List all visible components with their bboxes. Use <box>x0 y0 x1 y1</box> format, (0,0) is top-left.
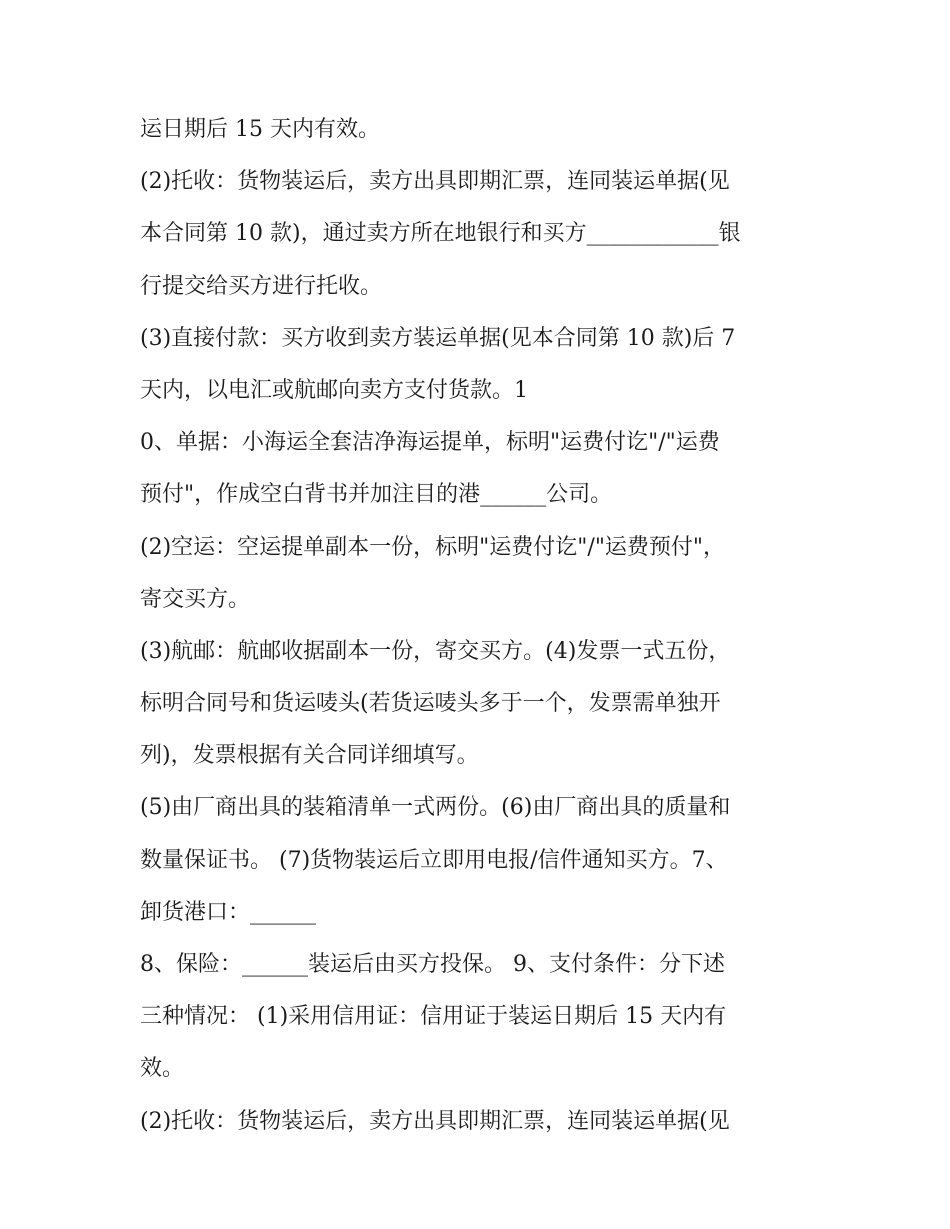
text-line: 列)，发票根据有关合同详细填写。 <box>140 743 479 769</box>
text-line: 运日期后 15 天内有效。 <box>140 117 380 142</box>
text-line: 三种情况： (1)采用信用证：信用证于装运日期后 15 天内有 <box>140 1004 727 1030</box>
text-line: (5)由厂商出具的装箱清单一式两份。(6)由厂商出具的质量和 <box>140 795 731 821</box>
text-line: 数量保证书。 (7)货物装运后立即用电报/信件通知买方。7、 <box>140 847 728 873</box>
text-line: (3)直接付款：买方收到卖方装运单据(见本合同第 10 款)后 7 <box>140 325 736 351</box>
text-line: 行提交给买方进行托收。 <box>140 273 383 299</box>
text-line: (3)航邮：航邮收据副本一份，寄交买方。(4)发票一式五份， <box>140 638 731 664</box>
text-line: (2)托收：货物装运后，卖方出具即期汇票，连同装运单据(见 <box>140 1108 730 1134</box>
text-line: 0、单据：小海运全套洁净海运提单，标明"运费付讫"/"运费 <box>140 430 720 456</box>
text-line: 卸货港口：______ <box>140 899 317 925</box>
document-body <box>140 104 820 1148</box>
text-line: 8、保险：______装运后由买方投保。 9、支付条件：分下述 <box>140 952 725 977</box>
text-line: (2)托收：货物装运后，卖方出具即期汇票，连同装运单据(见 <box>140 169 730 195</box>
text-line: (2)空运：空运提单副本一份，标明"运费付讫"/"运费预付"， <box>140 534 726 560</box>
text-line: 预付"，作成空白背书并加注目的港______公司。 <box>140 482 613 508</box>
text-line: 效。 <box>140 1056 185 1082</box>
text-line: 天内，以电汇或航邮向卖方支付货款。1 <box>140 377 528 403</box>
text-line: 标明合同号和货运唛头(若货运唛头多于一个，发票需单独开 <box>140 691 721 717</box>
text-line: 本合同第 10 款)，通过卖方所在地银行和买方____________银 <box>140 221 741 247</box>
text-line: 寄交买方。 <box>140 586 251 612</box>
